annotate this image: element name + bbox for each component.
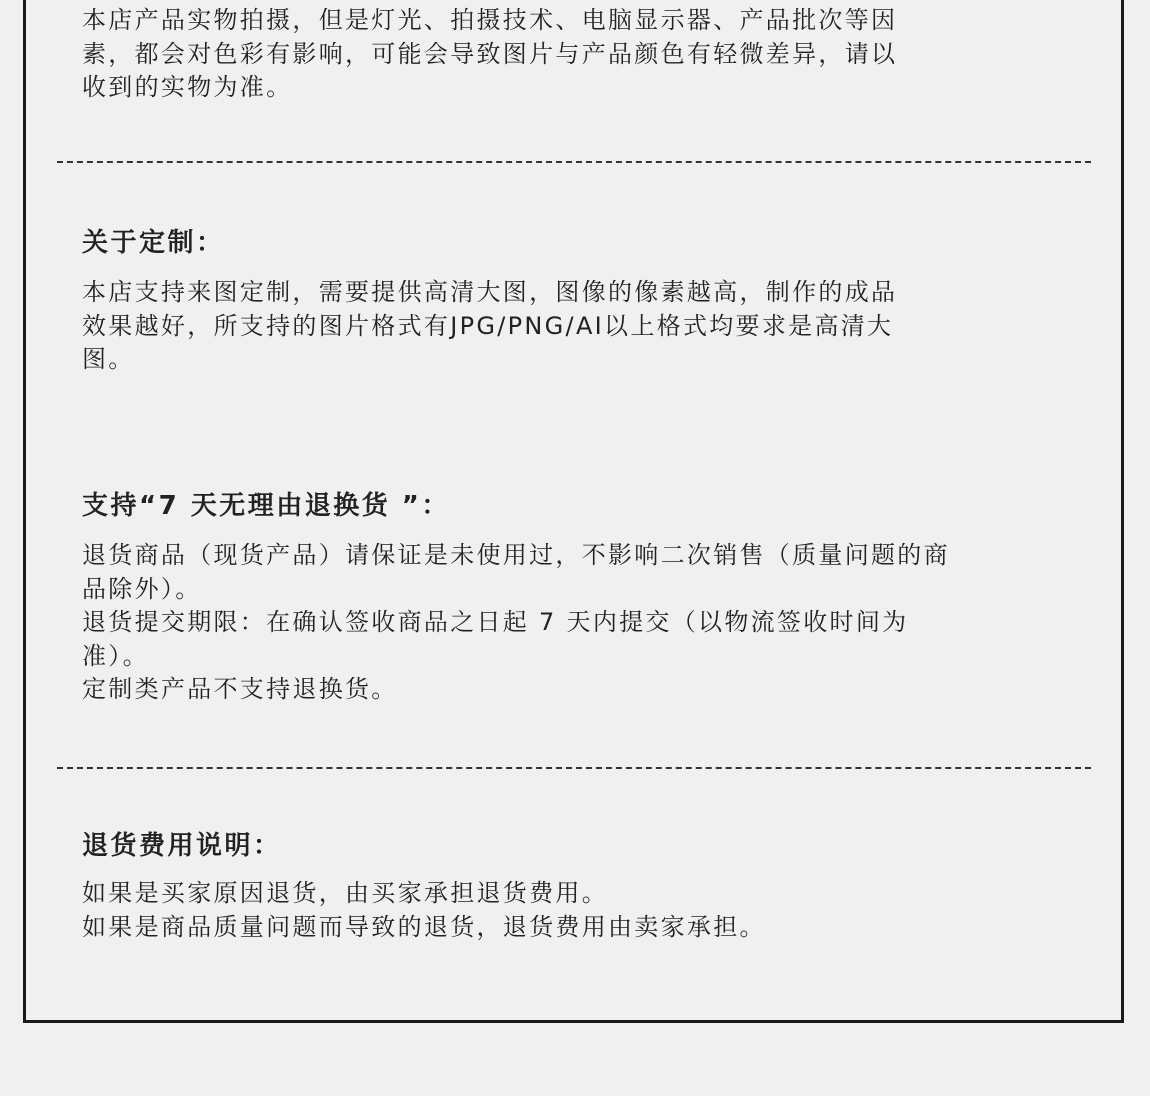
custom-line: 效果越好，所支持的图片格式有JPG/PNG/AI以上格式均要求是高清大 [82, 311, 894, 340]
intro-line: 收到的实物为准。 [82, 73, 293, 101]
fees-line: 如果是买家原因退货，由买家承担退货费用。 [82, 879, 608, 907]
section-divider [57, 767, 1091, 769]
custom-line: 本店支持来图定制，需要提供高清大图，图像的像素越高，制作的成品 [82, 278, 898, 306]
returns-heading: 支持“7 天无理由退换货 ”： [82, 491, 450, 521]
fees-paragraph [82, 877, 1072, 944]
intro-paragraph [82, 4, 1072, 105]
returns-line: 退货提交期限：在确认签收商品之日起 7 天内提交（以物流签收时间为 [82, 608, 909, 636]
fees-line: 如果是商品质量问题而导致的退货，退货费用由卖家承担。 [82, 912, 766, 941]
section-divider [57, 161, 1091, 163]
custom-paragraph [82, 276, 1072, 377]
intro-line: 本店产品实物拍摄，但是灯光、拍摄技术、电脑显示器、产品批次等因 [82, 6, 898, 34]
custom-heading: 关于定制： [82, 228, 225, 258]
returns-line: 品除外）。 [82, 574, 202, 603]
intro-line: 素，都会对色彩有影响，可能会导致图片与产品颜色有轻微差异，请以 [82, 39, 898, 68]
returns-line: 准）。 [82, 641, 149, 670]
custom-line: 图。 [82, 345, 135, 373]
fees-heading: 退货费用说明： [82, 831, 282, 861]
returns-line: 退货商品（现货产品）请保证是未使用过，不影响二次销售（质量问题的商 [82, 541, 950, 569]
returns-paragraph [82, 539, 1072, 707]
returns-line: 定制类产品不支持退换货。 [82, 675, 398, 703]
